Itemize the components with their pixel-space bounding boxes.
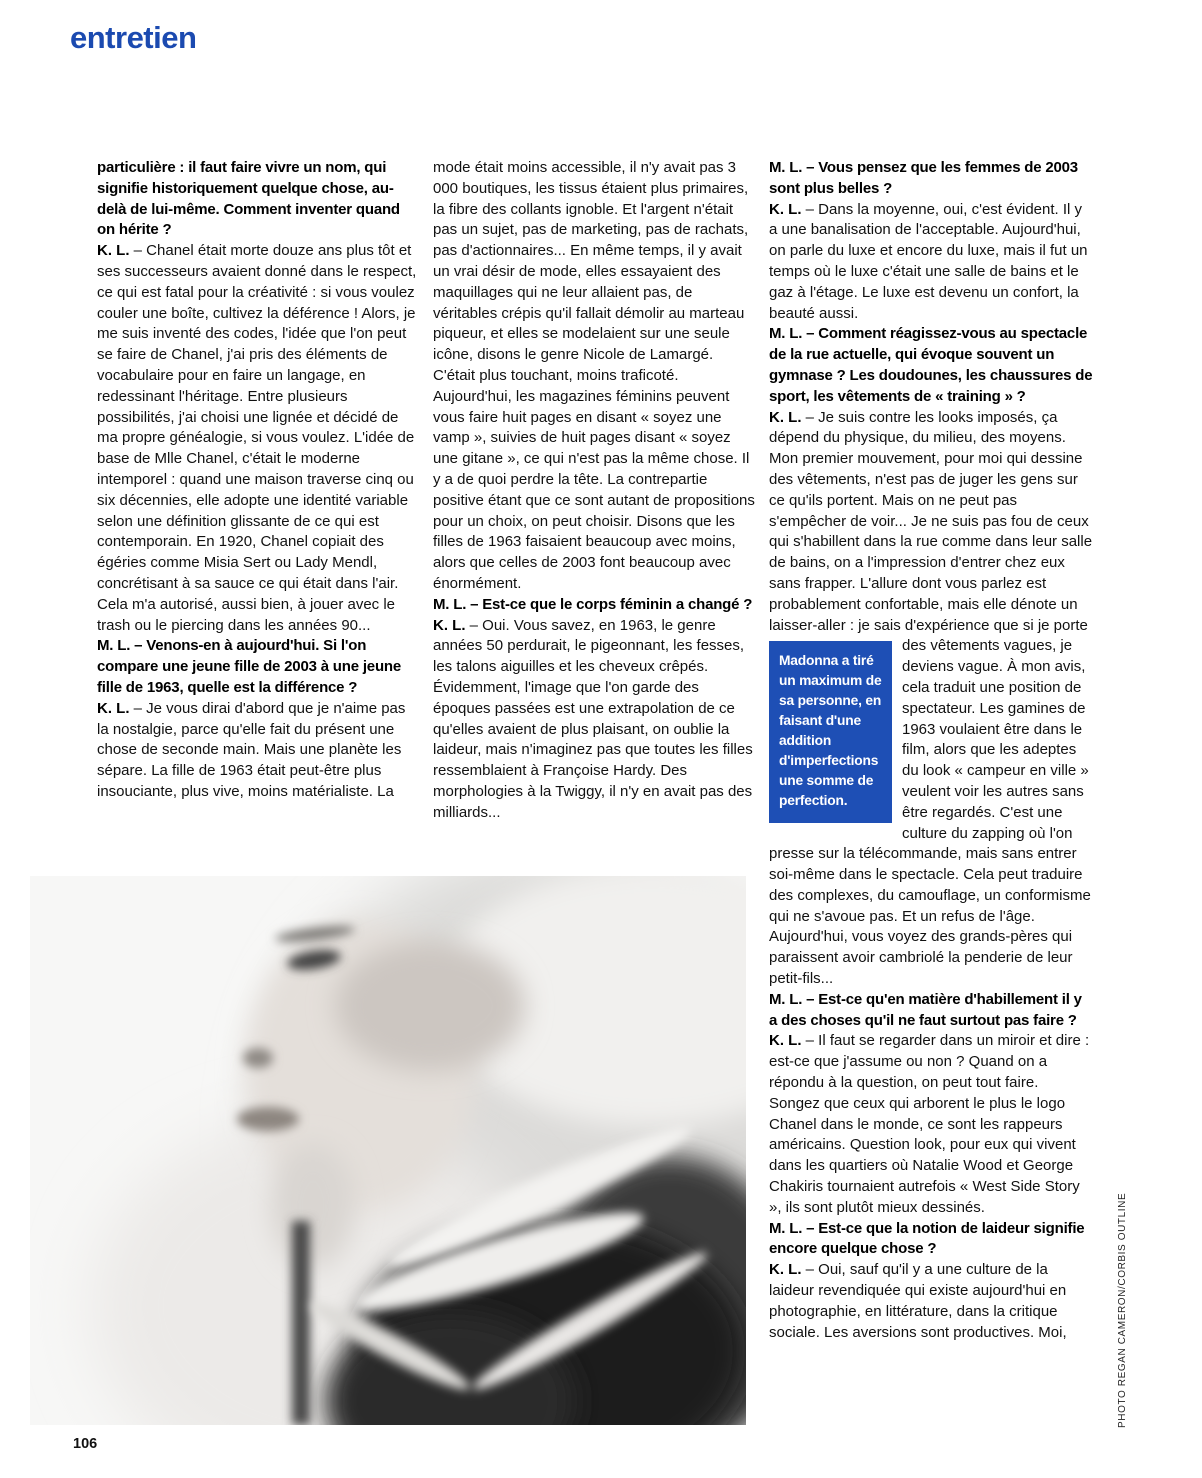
interviewer-question: M. L. – Venons-en à aujourd'hui. Si l'on compare une jeune fille de 2003 à une jeune fille de 1963, quelle est la différence ? <box>97 637 402 696</box>
interviewee-answer: K. L. – Chanel était morte douze ans plus tôt et ses successeurs avaient donné dans le respect, ce qui est fatal pour la créativité : si vous voulez couler une boîte, cultivez la déférence ! Alors, je me suis inventé des codes, l'idée que l'on peut se faire de Chanel, j'ai pris des éléments de vocabulaire pour en faire un langage, en redessinant l'héritage. Entre plusieurs possibilités, j'ai choisi une lignée et décidé de ma propre généalogie, si vous voulez. L'idée de base de Mlle Chanel, c'était le moderne intemporel : quand une maison traverse cinq ou six décennies, elle adopte une identité variable selon une définition glissante de ce qui est contemporain. En 1920, Chanel copiait des égéries comme Misia Sert ou Lady Mendl, concrétisant à sa sauce ce qui était dans l'air. Cela m'a autorisé, aussi bien, à jouer avec le trash ou le piercing dans les années 90... <box>97 242 417 634</box>
interviewee-answer: K. L. – Je vous dirai d'abord que je n'aime pas la nostalgie, parce qu'elle fait du présent une chose de seconde main. Mais une planète les sépare. La fille de 1963 était peut-être plus insouciante, plus vive, moins matérialiste. La <box>97 699 406 800</box>
interviewer-question: M. L. – Comment réagissez-vous au spectacle de la rue actuelle, qui évoque souvent un gymnase ? Les doudounes, les chaussures de sport, les vêtements de « training » ? <box>769 325 1093 405</box>
page-number: 106 <box>73 1436 98 1452</box>
text-column-3 <box>769 158 1093 1343</box>
interviewer-question: particulière : il faut faire vivre un nom, qui signifie historiquement quelque chose, au-delà de lui-même. Comment inventer quand on hérite ? <box>97 159 400 239</box>
speaker-label: K. L. <box>97 699 130 717</box>
interviewer-question: M. L. – Est-ce que la notion de laideur signifie encore quelque chose ? <box>769 1219 1085 1258</box>
interviewer-question: M. L. – Est-ce qu'en matière d'habillement il y a des choses qu'il ne faut surtout pas faire ? <box>769 990 1082 1029</box>
interviewee-answer: K. L. – Il faut se regarder dans un miroir et dire : est-ce que j'assume ou non ? Quand on a répondu à la question, on peut tout faire. Songez que ceux qui arborent le plus le logo Chanel dans le monde, ce sont les rappeurs américains. Question look, pour eux qui vivent dans les quartiers où Natalie Wood et George Chakiris tournaient autrefois « West Side Story », ils sont plutôt mieux dessinés. <box>769 1032 1090 1216</box>
pull-quote-madonna: Madonna a tiré un maximum de sa personne, en faisant d'une addition d'imperfections une somme de perfection. <box>769 641 892 823</box>
speaker-label: K. L. <box>97 242 130 260</box>
interviewee-answer: K. L. – Oui. Vous savez, en 1963, le genre années 50 perdurait, le pigeonnant, les fesses, les talons aiguilles et les cheveux crêpés. Évidemment, l'image que l'on garde des époques passées est une extrapolation de ce qu'elles avaient de plus plaisant, on oublie la laideur, mais n'imaginez pas que toutes les filles ressemblaient à Françoise Hardy. Des morphologies à la Twiggy, il n'y en avait pas des milliards... <box>433 616 753 821</box>
interviewee-answer: K. L. – Je suis contre les looks imposés, ça dépend du physique, du milieu, des moyens. Mon premier mouvement, pour moi qui dessine des vêtements, n'est pas de juger les gens sur ce qu'ils portent. Mais on ne peut pas s'empêcher de voir... Je ne suis pas fou de ceux qui s'habillent dans la rue comme dans leur salle de bains, on a l'impression d'entrer chez eux sans frapper. L'allure dont vous parlez est probablement confortable, mais elle dénote un laisser-aller : je sais d'expérience que si je porte des vêtements vagues, je Madonna a tiré un maximum de sa personne, en faisant d'une addition d'imperfections une somme de perfection. deviens vague. À mon avis, cela traduit une position de spectateur. Les gamines de 1963 voulaient être dans le film, alors que les adeptes du look « campeur en ville » veulent voir les autres sans être regardés. C'est une culture du zapping où l'on presse sur la télécommande, mais sans entrer soi-même dans le spectacle. Cela peut traduire des complexes, du camouflage, un conformisme qui ne s'avoue pas. Et un refus de l'âge. Aujourd'hui, vous voyez des grands-pères qui paraissent avoir cambriolé la penderie de leur petit-fils... <box>769 408 1093 988</box>
interviewee-answer: K. L. – Dans la moyenne, oui, c'est évident. Il y a une banalisation de l'acceptable. Aujourd'hui, on parle du luxe et encore du luxe, mais il fut un temps où le luxe c'était une salle de bains et le gaz à l'étage. Le luxe est devenu un confort, la beauté aussi. <box>769 200 1088 322</box>
speaker-label: K. L. <box>769 1261 802 1279</box>
photo-credit: PHOTO REGAN CAMERON/CORBIS OUTLINE <box>1117 1192 1128 1428</box>
section-title: entretien <box>70 20 197 55</box>
interviewee-answer: K. L. – Oui, sauf qu'il y a une culture de la laideur revendiquée qui existe aujourd'hui en photographie, en littérature, dans la critique sociale. Les aversions sont productives. Moi, <box>769 1261 1067 1341</box>
portrait-photo-illustration <box>30 876 746 1425</box>
speaker-label: K. L. <box>769 408 802 426</box>
madonna-portrait-photo <box>30 876 746 1425</box>
speaker-label: K. L. <box>769 200 802 218</box>
speaker-label: K. L. <box>769 1032 802 1050</box>
interviewer-question: M. L. – Vous pensez que les femmes de 2003 sont plus belles ? <box>769 159 1078 197</box>
interviewer-question: M. L. – Est-ce que le corps féminin a changé ? <box>433 595 753 613</box>
answer-continuation: mode était moins accessible, il n'y avait pas 3 000 boutiques, les tissus étaient plus primaires, la fibre des collants ignoble. Et l'argent n'était pas un sujet, pas de marketing, pas de rachats, pas d'actionnaires... En même temps, il y avait un vrai désir de mode, elles essayaient des maquillages qui ne leur allaient pas, de véritables crépis qu'il fallait démolir au marteau piqueur, et elles se modelaient sur une seule icône, disons le genre Nicole de Lamargé. C'était plus touchant, moins traficoté. Aujourd'hui, les magazines féminins peuvent vous faire huit pages en disant « soyez une vamp », suivies de huit pages disant « soyez une gitane », ce qui n'est pas la même chose. Il y a de quoi perdre la tête. La contrepartie positive étant que ce sont autant de propositions pour un choix, on peut choisir. Disons que les filles de 1963 faisaient beaucoup avec moins, alors que celles de 2003 font beaucoup avec énormément. <box>433 159 755 592</box>
speaker-label: K. L. <box>433 616 466 634</box>
